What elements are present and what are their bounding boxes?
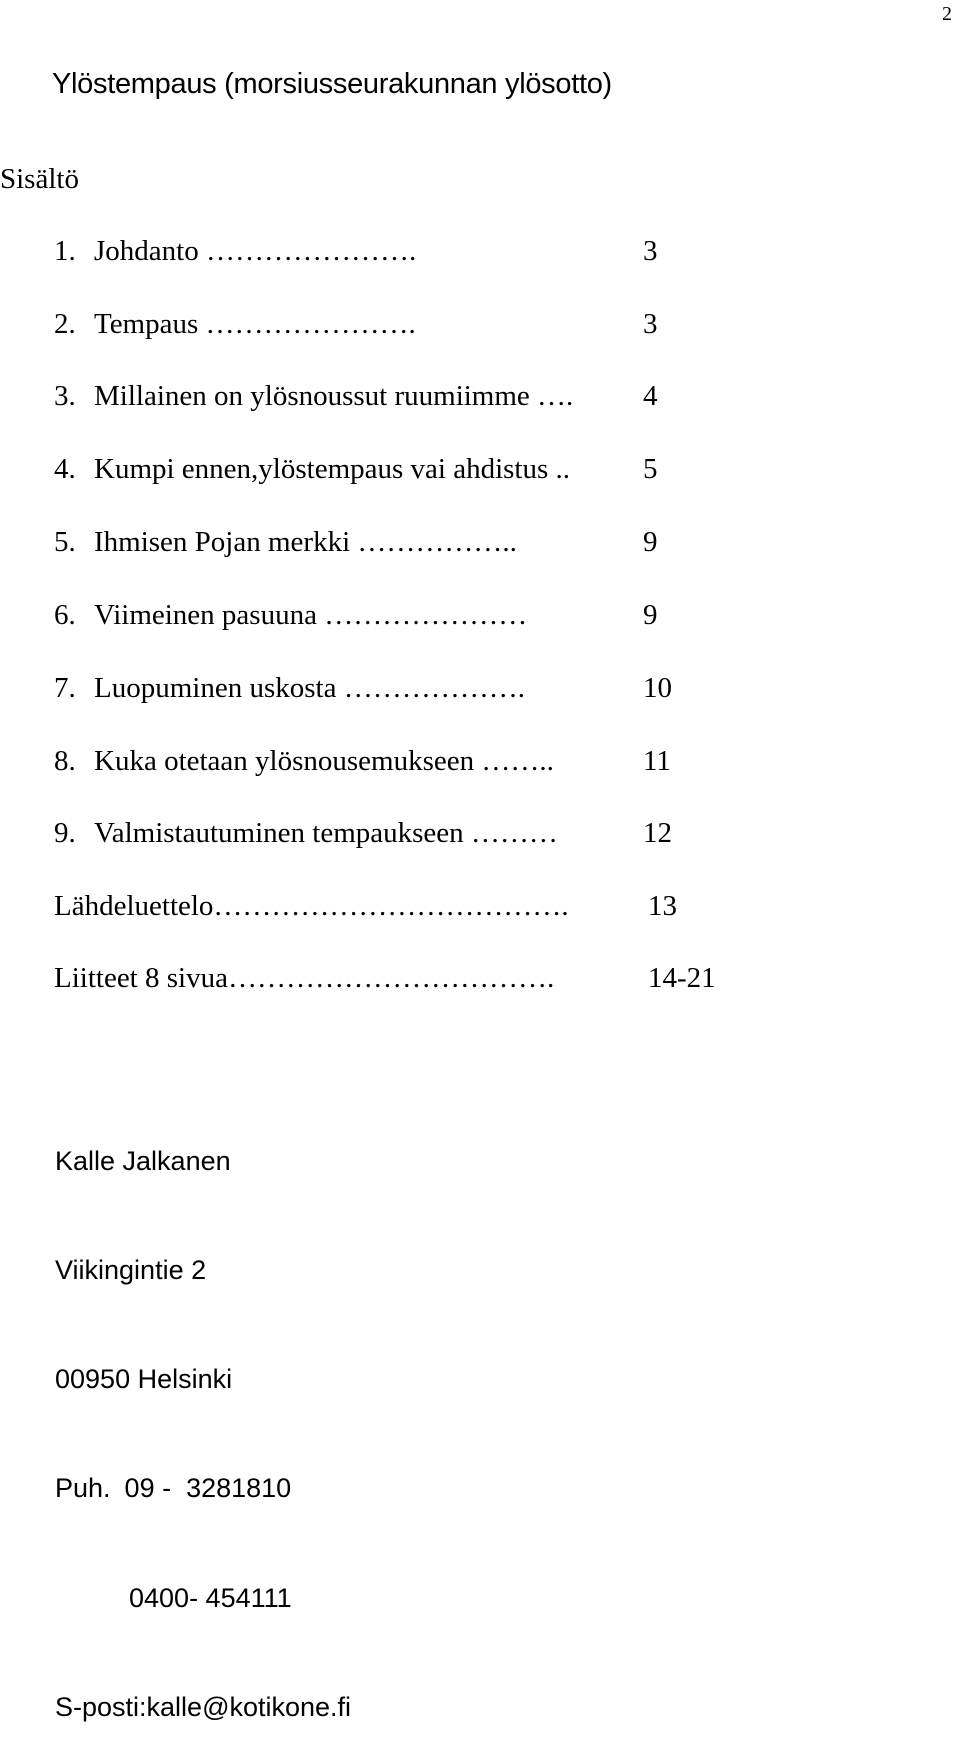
toc-entry: Luopuminen uskosta ………………. [94,672,525,704]
page-number: 2 [942,3,952,25]
toc-entry: Ihmisen Pojan merkki …………….. [94,526,517,558]
toc-row [54,233,734,269]
contact-street: Viikingintie 2 [55,1255,207,1286]
document-title: Ylöstempaus (morsiusseurakunnan ylösotto) [52,68,612,100]
toc-entry: Tempaus …………………. [94,308,416,340]
toc-number: 1. [54,235,76,267]
toc-row [54,597,734,633]
toc-entry: Lähdeluettelo………………………………. [54,890,569,922]
toc-row [54,960,734,996]
toc-page: 3 [643,235,658,267]
toc-entry: Kuka otetaan ylösnousemukseen …….. [94,745,554,777]
toc-number: 9. [54,817,76,849]
toc-number: 7. [54,672,76,704]
toc-page: 5 [643,453,658,485]
contact-city: 00950 Helsinki [55,1364,233,1395]
toc-number: 2. [54,308,76,340]
toc-row [54,743,734,779]
toc-page: 3 [643,308,658,340]
phone-label: Puh. [55,1473,111,1504]
toc-row [54,815,734,851]
toc-page: 10 [643,672,672,704]
toc-entry: Liitteet 8 sivua……………………………. [54,962,555,994]
toc-row [54,888,734,924]
toc-page: 11 [643,745,671,777]
toc-number: 4. [54,453,76,485]
toc-page: 12 [643,817,672,849]
contact-phone-line-2 [55,1580,351,1616]
contact-block [55,1070,351,1762]
toc-number: 8. [54,745,76,777]
toc-row [54,451,734,487]
toc-entry: Kumpi ennen,ylöstempaus vai ahdistus .. [94,453,571,485]
contact-email: S-posti:kalle@kotikone.fi [55,1691,352,1722]
toc-row [54,378,734,414]
toc-entry: Johdanto …………………. [94,235,417,267]
toc-row [54,306,734,342]
phone-number: 09 - 3281810 [124,1473,292,1504]
toc-number: 3. [54,380,76,412]
toc-page: 13 [648,890,677,922]
toc-row [54,670,734,706]
mobile-number: 0400- 454111 [129,1582,292,1613]
contact-phone-line [55,1470,351,1506]
toc-row [54,524,734,560]
toc-entry: Valmistautuminen tempaukseen ……… [94,817,558,849]
toc-entry: Viimeinen pasuuna ………………… [94,599,528,631]
toc-number: 5. [54,526,76,558]
toc-entry: Millainen on ylösnoussut ruumiimme …. [94,380,574,412]
contact-name: Kalle Jalkanen [55,1145,231,1176]
toc-page: 9 [643,599,658,631]
toc-heading: Sisältö [0,163,79,195]
toc-page: 4 [643,380,658,412]
toc-number: 6. [54,599,76,631]
toc-page: 14-21 [648,962,716,994]
toc-page: 9 [643,526,658,558]
